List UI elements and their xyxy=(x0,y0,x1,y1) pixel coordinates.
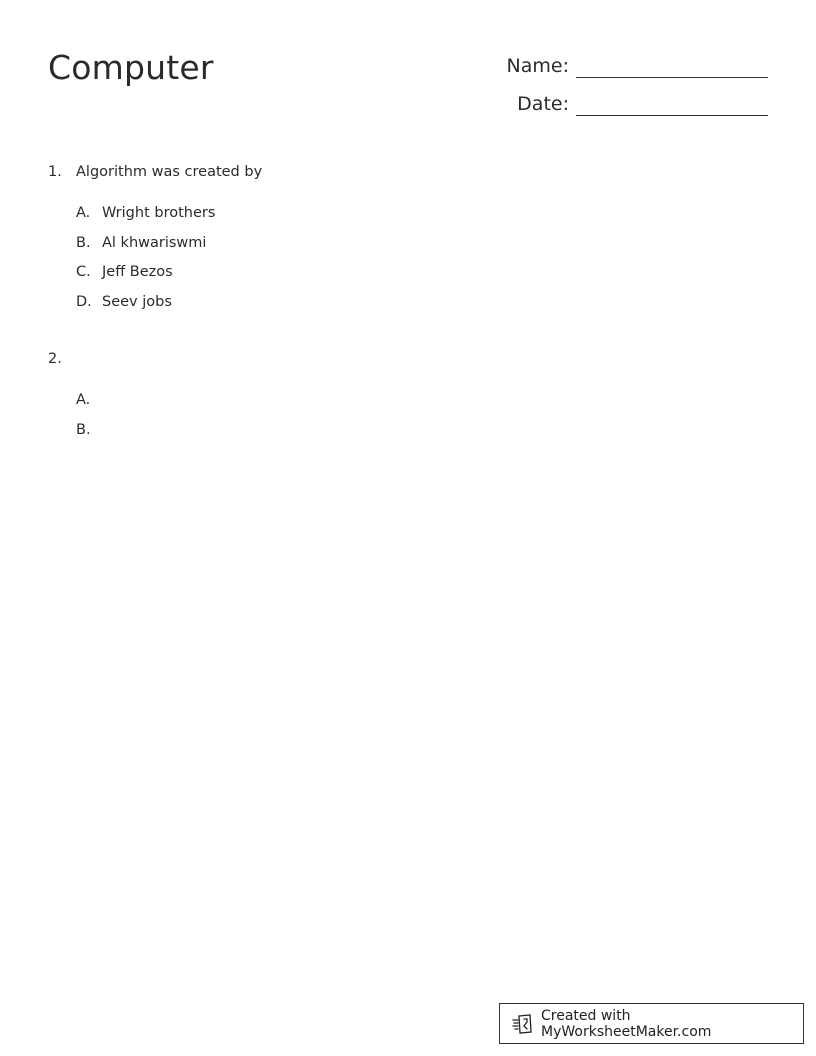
answer-choice xyxy=(76,262,748,292)
name-field-row xyxy=(468,50,768,78)
question-stem xyxy=(48,349,748,369)
question-list xyxy=(48,162,748,477)
choice-text: Al khwariswmi xyxy=(102,234,207,251)
answer-choices xyxy=(76,203,748,321)
answer-choice xyxy=(76,390,748,420)
question-number: 2. xyxy=(48,351,62,367)
question-text xyxy=(76,349,748,369)
date-label: Date: xyxy=(517,93,569,115)
footer-credit-badge xyxy=(499,1003,804,1044)
worksheet-maker-logo-icon xyxy=(512,1013,534,1035)
date-blank-line xyxy=(576,114,768,116)
name-blank-line xyxy=(576,76,768,78)
question-1 xyxy=(48,162,748,321)
choice-text: Wright brothers xyxy=(102,205,216,221)
choice-text: Jeff Bezos xyxy=(102,264,173,280)
choice-letter: B. xyxy=(76,234,91,251)
choice-letter: C. xyxy=(76,264,91,280)
choice-letter: D. xyxy=(76,293,92,310)
date-field-row xyxy=(468,88,768,116)
answer-choice xyxy=(76,292,748,322)
choice-letter: A. xyxy=(76,205,91,221)
answer-choices xyxy=(76,390,748,449)
question-2 xyxy=(48,349,748,449)
choice-letter: A. xyxy=(76,392,91,408)
question-number: 1. xyxy=(48,164,62,180)
footer-credit-text: Created with MyWorksheetMaker.com xyxy=(541,1007,712,1040)
answer-choice xyxy=(76,233,748,263)
answer-choice xyxy=(76,420,748,450)
question-text: Algorithm was created by xyxy=(76,164,263,180)
choice-letter: B. xyxy=(76,421,91,438)
header-fields xyxy=(468,50,768,126)
name-label: Name: xyxy=(506,55,569,77)
choice-text: Seev jobs xyxy=(102,293,172,310)
page-title: Computer xyxy=(48,48,214,87)
answer-choice xyxy=(76,203,748,233)
question-stem xyxy=(48,162,748,182)
